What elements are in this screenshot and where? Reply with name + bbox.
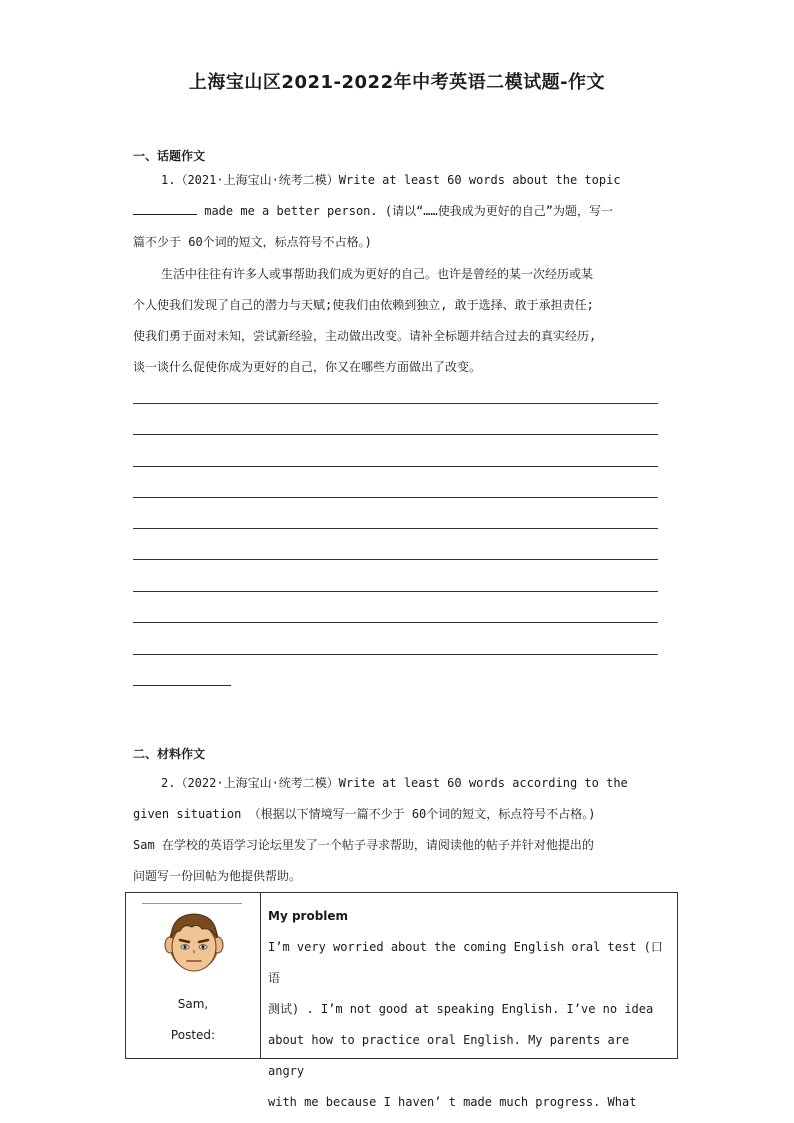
question-2-line-3: Sam 在学校的英语学习论坛里发了一个帖子寻求帮助，请阅读他的帖子并针对他提出的	[133, 838, 594, 852]
post-line: I’m very worried about the coming English oral test (口语	[268, 940, 663, 985]
answer-line[interactable]	[133, 403, 658, 404]
topic-blank[interactable]	[133, 202, 197, 215]
post-author-cell	[126, 893, 261, 1058]
prompt-line-2: 个人使我们发现了自己的潜力与天赋;使我们由依赖到独立, 敢于选择、敢于承担责任;	[133, 298, 594, 312]
answer-line[interactable]	[133, 685, 231, 686]
prompt-line-4: 谈一谈什么促使你成为更好的自己，你又在哪些方面做出了改变。	[133, 360, 482, 374]
question-1-line-2	[133, 196, 663, 227]
poster-name: Sam,	[177, 997, 209, 1011]
post-content-cell	[268, 901, 668, 1118]
question-1-prompt	[133, 259, 663, 383]
answer-line[interactable]	[133, 497, 658, 498]
section-1-heading: 一、话题作文	[133, 149, 206, 163]
question-2-line-1: 2.（2022·上海宝山·统考二模）Write at least 60 words according to the	[161, 776, 628, 790]
answer-line[interactable]	[133, 466, 658, 467]
post-line: about how to practice oral English. My parents are angry	[268, 1033, 630, 1078]
posted-label: Posted:	[170, 1028, 216, 1042]
answer-line[interactable]	[133, 434, 658, 435]
answer-line[interactable]	[133, 654, 658, 655]
question-1-line-1: 1.（2021·上海宝山·统考二模）Write at least 60 words about the topic	[161, 173, 621, 187]
answer-line[interactable]	[133, 559, 658, 560]
prompt-line-3: 使我们勇于面对未知，尝试新经验，主动做出改变。请补全标题并结合过去的真实经历,	[133, 329, 597, 343]
post-heading: My problem	[268, 909, 349, 923]
question-1	[133, 165, 663, 258]
question-2-line-2: given situation （根据以下情境写一篇不少于 60个词的短文，标点符号不占格。)	[133, 807, 596, 821]
answer-line[interactable]	[133, 622, 658, 623]
post-line: with me because I haven’ t made much progress. What	[268, 1095, 637, 1109]
question-1-line-2-text: made me a better person. (请以“……使我成为更好的自己”为题，写一	[197, 204, 613, 218]
question-2	[133, 768, 663, 892]
question-1-line-3: 篇不少于 60个词的短文，标点符号不占格。)	[133, 235, 372, 249]
forum-post	[125, 892, 678, 1109]
answer-line[interactable]	[133, 528, 658, 529]
page-title: 上海宝山区2021-2022年中考英语二模试题-作文	[188, 72, 606, 93]
divider	[142, 903, 242, 904]
post-line: 测试) . I’m not good at speaking English. I’ve no idea	[268, 1002, 654, 1016]
boy-avatar-icon	[158, 905, 230, 975]
section-2-heading: 二、材料作文	[133, 747, 206, 761]
question-2-line-4: 问题写一份回帖为他提供帮助。	[133, 869, 302, 883]
answer-line[interactable]	[133, 591, 658, 592]
prompt-line-1: 生活中往往有许多人或事帮助我们成为更好的自己。也许是曾经的某一次经历或某	[161, 267, 594, 281]
